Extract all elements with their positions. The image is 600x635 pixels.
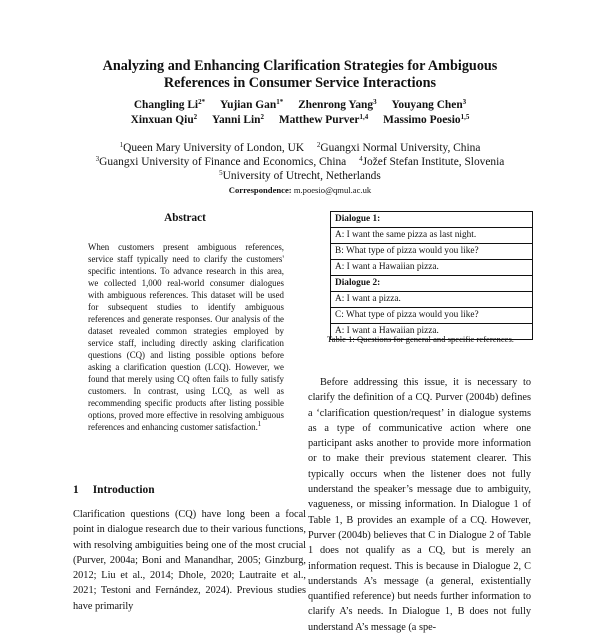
author-list-row-2 bbox=[40, 113, 560, 127]
dialogue-line: A: I want the same pizza as last night. bbox=[331, 228, 533, 244]
affiliation-row-1 bbox=[40, 141, 560, 155]
title-line-1: Analyzing and Enhancing Clarification Strategies for Ambiguous bbox=[102, 58, 498, 74]
author: Changling $Li^{2*}$ bbox=[133, 98, 206, 111]
dialogue-table bbox=[330, 211, 533, 340]
affiliation-row-2 bbox=[40, 155, 560, 169]
dialogue-line: A: I want a pizza. bbox=[331, 292, 533, 308]
author: Yanni Lin$^2$ bbox=[212, 113, 264, 126]
author: Xinxuan Qiu$^2$ bbox=[130, 113, 198, 126]
introduction-text: Clarification questions (CQ) have long been a focal point in dialogue research due to their various functions, with resolving ambiguities being one of the most crucial (Purver, 2004a; Boni and Manandhar, 2005; Ginzburg, 2012; Liu et al., 2014; Dhole, 2020; Lautraite et al., 2021; Testoni and Fernández, 2024). Previous studies have primarily bbox=[73, 509, 306, 612]
author-list-row-1 bbox=[40, 98, 560, 112]
affiliation: $^5$University of Utrecht, Netherlands bbox=[219, 169, 381, 182]
section-title: Introduction bbox=[92, 484, 155, 496]
dialogue-2-title: Dialogue 2: bbox=[331, 276, 533, 292]
dialogue-1-title: Dialogue 1: bbox=[331, 212, 533, 228]
paper-title bbox=[40, 58, 560, 92]
author: Matthew Purver$^{1,4}$ bbox=[278, 113, 369, 126]
author: Youyang Chen$^3$ bbox=[391, 98, 467, 111]
author: Massimo Poesio$^{1,5}$ bbox=[383, 113, 470, 126]
body-text-right-column: Before addressing this issue, it is necessary to clarify the definition of a CQ. Purver (2004b) defines a ‘clarification question/request’ in dialogue systems as a type of communicative action where one participant asks another to provide more information or to make their previous statement clearer. This typically occurs when the listener does not fully understand the speaker’s message due to ambiguity, vagueness, or missing information. In Dialogue 1 of Table 1, B provides an example of a CQ. However, Purver (2004b) believes that C in Dialogue 2 of Table 1 does not qualify as a CQ, but is merely an information request. This is because in Dialogue 2, C understands A’s message (a general, existentially quantified reference) but needs further information to clarify A’s needs. In Dialogue 1, B does not fully understand A’s message (a spe- bbox=[308, 377, 531, 633]
abstract-heading: Abstract bbox=[164, 212, 206, 224]
author: Zhenrong Yang$^3$ bbox=[298, 98, 377, 111]
correspondence-label: Correspondence: bbox=[228, 185, 292, 195]
affiliation: $^4$Jožef Stefan Institute, Slovenia bbox=[359, 155, 505, 168]
affiliation-row-3 bbox=[40, 169, 560, 183]
correspondence-email: m.poesio@qmul.ac.uk bbox=[293, 185, 372, 195]
section-number: 1 bbox=[73, 484, 79, 496]
dialogue-line: A: I want a Hawaiian pizza. bbox=[331, 260, 533, 276]
affiliation: $^2$Guangxi Normal University, China bbox=[316, 141, 481, 154]
footnote-mark: 1 bbox=[257, 420, 262, 428]
table-caption: Table 1: Questions for general and specific references. bbox=[327, 334, 514, 344]
author: Yujian Gan$^{1*}$ bbox=[219, 98, 284, 111]
affiliation: $^3$Guangxi University of Finance and Economics, China bbox=[95, 155, 347, 168]
dialogue-line: B: What type of pizza would you like? bbox=[331, 244, 533, 260]
title-line-2: References in Consumer Service Interactions bbox=[163, 75, 437, 91]
affiliation: $^1$Queen Mary University of London, UK bbox=[119, 141, 305, 154]
correspondence bbox=[40, 185, 560, 196]
section-heading-introduction bbox=[73, 484, 155, 496]
abstract-text: When customers present ambiguous references, service staff typically need to clarify the customers' specific intentions. To advance research in this area, we collected 1,000 real-world consumer dialogues with ambiguous references. This dataset will be used for subsequent studies to identify ambiguous references and generate responses. Our analysis of the dataset revealed common strategies employed by service staff, including directly asking clarification questions (CQ) and listing possible options before asking a clarification question (LCQ). However, we found that merely using CQ often fails to fully satisfy customers. In contrast, using LCQ, as well as recommending specific products after listing possible options, proved more effective in resolving ambiguous references and enhancing customer satisfaction.$^1$ bbox=[88, 242, 284, 432]
dialogue-line: A: I want a Hawaiian pizza. bbox=[331, 324, 533, 340]
dialogue-line: C: What type of pizza would you like? bbox=[331, 308, 533, 324]
